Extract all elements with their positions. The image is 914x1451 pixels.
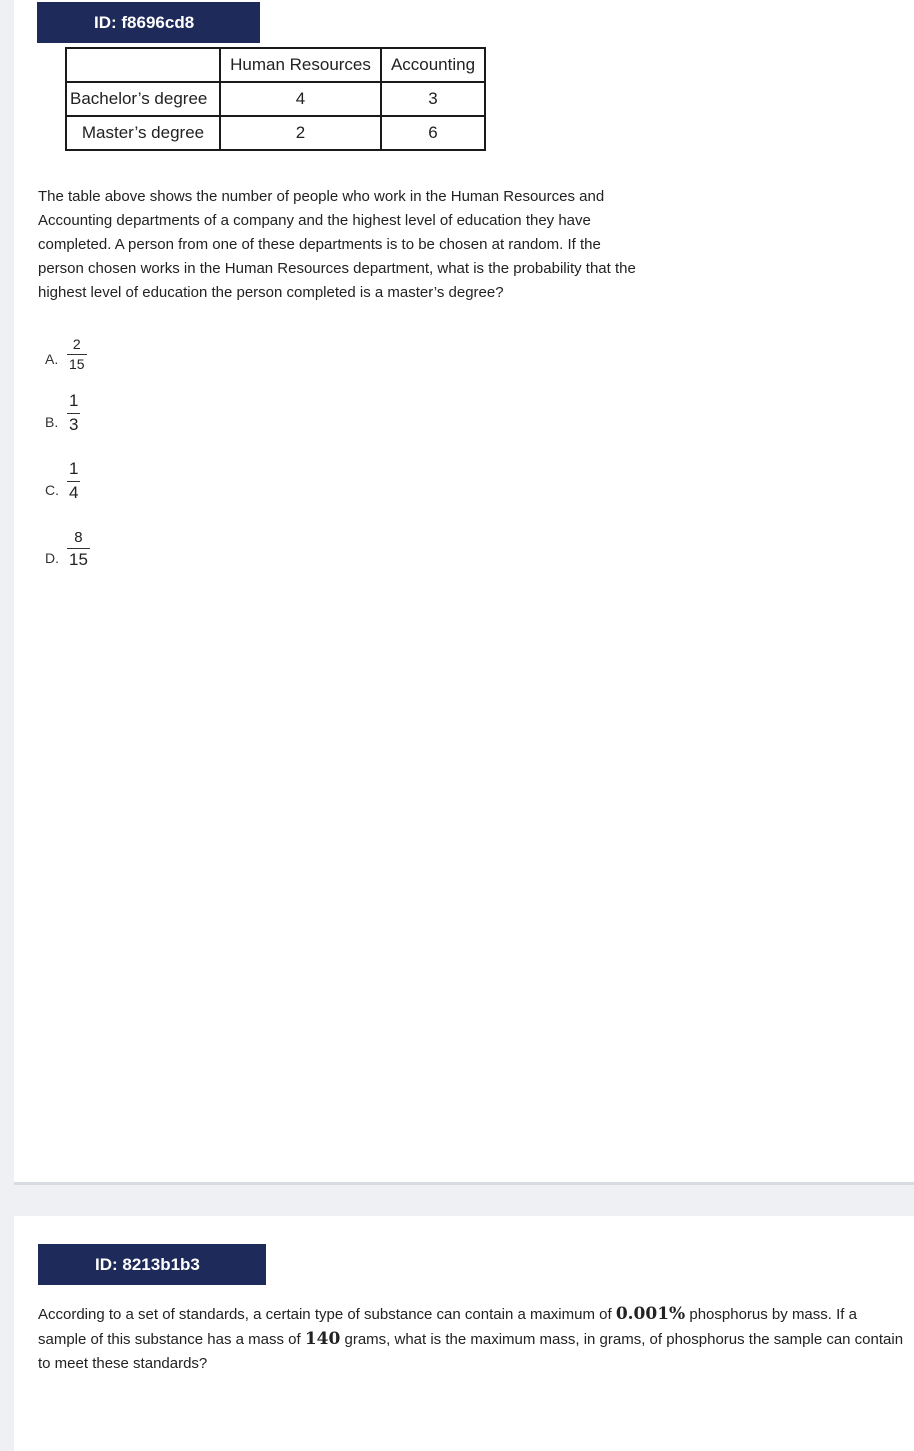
- table-header-cell: Accounting: [381, 48, 485, 82]
- question-card-2: [14, 1216, 914, 1451]
- choice-letter: C.: [45, 482, 59, 498]
- answer-choice-a[interactable]: [45, 336, 87, 372]
- numerator: 1: [69, 459, 79, 478]
- choice-letter: A.: [45, 351, 59, 367]
- denominator: 4: [69, 483, 79, 502]
- table-header-row: [66, 48, 485, 82]
- choice-letter: B.: [45, 414, 59, 430]
- denominator: 15: [69, 550, 88, 569]
- percent-value: 0.001%: [615, 1304, 686, 1324]
- answer-choice-b[interactable]: [45, 391, 80, 435]
- question-text-part: grams, what is the maximum mass, in grams, of phosphorus the sample can contain to meet these standards?: [38, 1331, 904, 1372]
- table-header-cell: Human Resources: [220, 48, 381, 82]
- denominator: 3: [69, 415, 79, 434]
- choice-fraction: [67, 336, 87, 372]
- question-text: [38, 1302, 908, 1376]
- table-cell: 3: [381, 82, 485, 116]
- numerator: 1: [69, 391, 79, 410]
- table-cell: 2: [220, 116, 381, 150]
- choice-fraction: [67, 459, 80, 503]
- choice-fraction: [67, 391, 80, 435]
- data-table: [65, 47, 486, 151]
- row-label: Bachelor’s degree: [66, 82, 220, 116]
- numerator: 2: [72, 336, 81, 352]
- mass-value: 140: [304, 1329, 341, 1349]
- choice-fraction: [67, 529, 90, 570]
- table-row: [66, 116, 485, 150]
- question-text-part: According to a set of standards, a certain type of substance can contain a maximum of: [38, 1306, 616, 1323]
- question-id-badge: ID: 8213b1b3: [38, 1244, 266, 1285]
- choice-letter: D.: [45, 549, 59, 566]
- table-cell: 6: [381, 116, 485, 150]
- card-separator: [14, 1182, 914, 1216]
- question-id-badge: ID: f8696cd8: [37, 2, 260, 43]
- row-label: Master’s degree: [66, 116, 220, 150]
- question-text: The table above shows the number of people who work in the Human Resources and Accounting departments of a company and the highest level of education they have completed. A person from one of these departments is to be chosen at random. If the person chosen works in the Human Resources department, what is the probability that the highest level of education the person completed is a master’s degree?: [38, 188, 636, 301]
- denominator: 15: [69, 356, 85, 372]
- numerator: 8: [74, 529, 83, 546]
- table-cell: 4: [220, 82, 381, 116]
- answer-choice-c[interactable]: [45, 459, 80, 503]
- table-row: [66, 82, 485, 116]
- page: [14, 0, 914, 1451]
- question-text-part: phosphorus by mass. If a sample of this substance has a mass of: [38, 1306, 857, 1348]
- table-header-cell: [66, 48, 220, 82]
- answer-choice-d[interactable]: [45, 529, 90, 570]
- question-card-1: [14, 0, 914, 1182]
